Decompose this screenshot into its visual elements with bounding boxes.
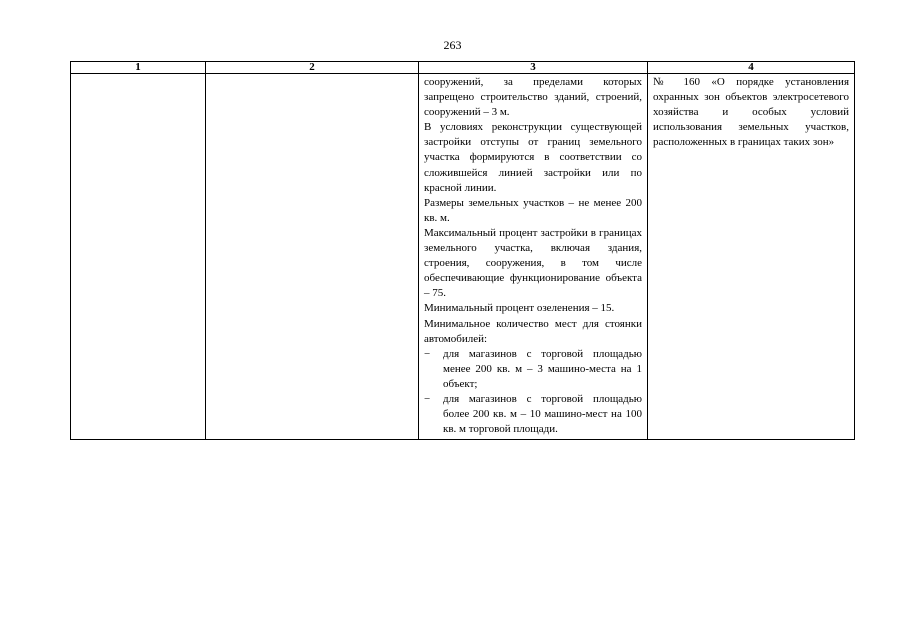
regulation-table [70,61,855,440]
list-item-text: для магазинов с торговой площадью менее 200 кв. м – 3 машино-места на 1 объект; [443,347,642,390]
cell-col-3 [419,74,648,440]
text-paragraph: Размеры земельных участков – не менее 200 кв. м. [424,196,642,224]
table-row [71,74,855,440]
column-header-2: 2 [206,62,419,74]
text-paragraph: Минимальное количество мест для стоянки автомобилей: [424,317,642,345]
list-item-text: для магазинов с торговой площадью более 200 кв. м – 10 машино-мест на 100 кв. м торговой площади. [443,392,642,436]
dash-bullet-icon: − [424,347,431,360]
text-paragraph: Максимальный процент застройки в границах земельного участка, включая здания, строения, сооружения, в том числе обеспечивающие функционирование объекта – 75. [424,226,642,300]
column-header-3: 3 [419,62,648,74]
decree-reference-text: № 160 «О порядке установления охранных зон объектов электросетевого хозяйства и особых условий использования земельных участков, расположенных в границах таких зон» [653,76,849,149]
text-paragraph: сооружений, за пределами которых запрещено строительство зданий, строений, сооружений – 3 м. [424,76,642,119]
text-paragraph: В условиях реконструкции существующей застройки отступы от границ земельного участка формируются в соответствии со сложившейся линией застройки или по красной линии. [424,121,642,194]
column-header-1: 1 [71,62,206,74]
table-header-row [71,62,855,74]
list-item [424,347,642,392]
page-number: 263 [443,38,462,52]
cell-col-4 [648,74,855,440]
text-paragraph: Минимальный процент озеленения – 15. [424,302,615,315]
column-header-4: 4 [648,62,855,74]
dash-bullet-icon: − [424,392,431,405]
cell-col-2 [206,74,419,440]
parking-requirements-list [424,347,642,438]
list-item [424,392,642,437]
cell-col-1 [71,74,206,440]
